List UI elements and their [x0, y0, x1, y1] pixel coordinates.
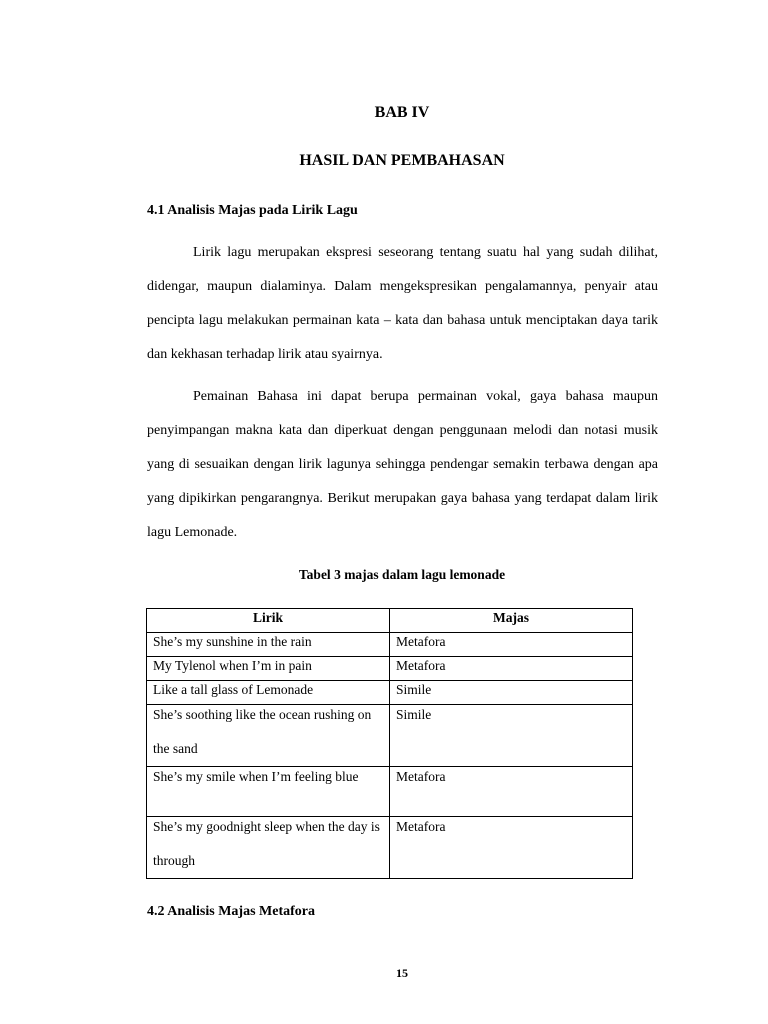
lirik-text: She’s soothing like the ocean rushing on the sand: [153, 707, 372, 756]
majas-cell: [390, 767, 633, 817]
majas-cell: Metafora: [390, 657, 633, 681]
majas-text: Metafora: [396, 769, 446, 784]
paragraph-2: Pemainan Bahasa ini dapat berupa permainan vokal, gaya bahasa maupun penyimpangan makna kata dan diperkuat dengan penggunaan melodi dan notasi musik yang di sesuaikan dengan lirik lagunya sehingga pendengar semakin terbawa dengan apa yang dipikirkan pengarangnya. Berikut merupakan gaya bahasa yang terdapat dalam lirik lagu Lemonade.: [147, 389, 658, 540]
paragraph-1: Lirik lagu merupakan ekspresi seseorang tentang suatu hal yang sudah dilihat, didengar, maupun dialaminya. Dalam mengekspresikan pengalamannya, penyair atau pencipta lagu melakukan permainan kata – kata dan bahasa untuk menciptakan daya tarik dan kekhasan terhadap lirik atau syairnya.: [147, 245, 658, 362]
lirik-text: She’s my smile when I’m feeling blue: [153, 769, 359, 784]
lirik-cell: Like a tall glass of Lemonade: [147, 681, 390, 705]
table-row: [147, 767, 633, 817]
lirik-cell: [147, 817, 390, 879]
majas-cell: [390, 705, 633, 767]
table-row: [147, 657, 633, 681]
chapter-title: HASIL DAN PEMBAHASAN: [299, 152, 505, 169]
section-heading-4-2: 4.2 Analisis Majas Metafora: [147, 904, 315, 919]
section-heading-4-1: 4.1 Analisis Majas pada Lirik Lagu: [147, 203, 358, 218]
table-row: [147, 705, 633, 767]
lirik-cell: My Tylenol when I’m in pain: [147, 657, 390, 681]
lirik-text: She’s my goodnight sleep when the day is through: [153, 819, 380, 868]
majas-text: Simile: [396, 707, 432, 722]
lirik-cell: She’s my sunshine in the rain: [147, 633, 390, 657]
header-lirik: Lirik: [147, 609, 390, 633]
chapter-number: BAB IV: [374, 104, 430, 121]
table-caption: Tabel 3 majas dalam lagu lemonade: [298, 567, 506, 582]
table-row: [147, 817, 633, 879]
page-number: 15: [396, 966, 408, 980]
lirik-cell: [147, 705, 390, 767]
majas-cell: Metafora: [390, 633, 633, 657]
lirik-cell: [147, 767, 390, 817]
majas-cell: Simile: [390, 681, 633, 705]
table-row: [147, 633, 633, 657]
majas-text: Metafora: [396, 819, 446, 834]
header-majas: Majas: [390, 609, 633, 633]
majas-table: [146, 608, 633, 879]
table-header-row: [147, 609, 633, 633]
majas-cell: [390, 817, 633, 879]
